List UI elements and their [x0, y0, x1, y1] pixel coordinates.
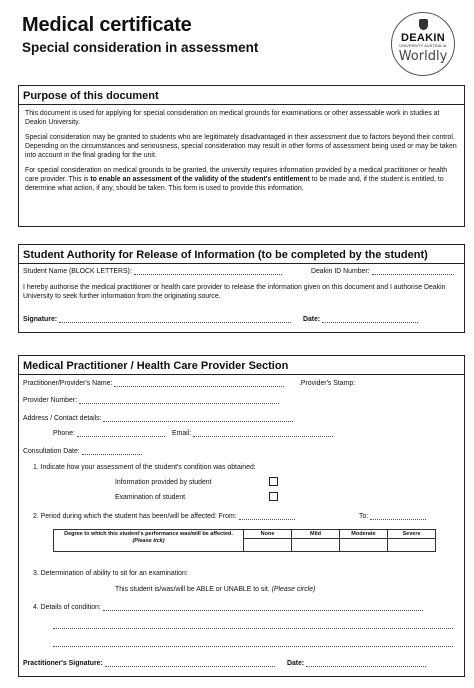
- practitioner-date-field[interactable]: Date:: [287, 660, 426, 667]
- ability-statement[interactable]: This student is/was/will be ABLE or UNABLE to sit. (Please circle): [115, 586, 316, 593]
- severity-cell-mild[interactable]: [292, 539, 340, 552]
- address-field[interactable]: Address / Contact details:: [23, 415, 293, 422]
- purpose-paragraph-3: For special consideration on medical grounds to be granted, the university requires information provided by a medical practitioner or health care provider. This is to enable an assessment of the validity of the student's entitlement to be made and, if the student is entitled, to determine what action, if any, should be taken. This form is used to provide this information.: [25, 167, 448, 192]
- authority-heading: Student Authority for Release of Information (to be completed by the student): [19, 249, 464, 264]
- practitioner-name-field[interactable]: Practitioner/Provider's Name:: [23, 380, 284, 387]
- severity-header-moderate: Moderate: [340, 530, 388, 539]
- student-date-field[interactable]: Date:: [303, 316, 418, 323]
- period-to-field[interactable]: To:: [359, 513, 426, 520]
- question-2[interactable]: 2. Period during which the student has been/will be affected: From:: [33, 513, 295, 520]
- severity-header-mild: Mild: [292, 530, 340, 539]
- severity-table: [53, 529, 436, 552]
- student-signature-field[interactable]: Signature:: [23, 316, 291, 323]
- option-examination-label: Examination of student: [115, 494, 186, 501]
- logo-university: UNIVERSITY AUSTRALIA: [399, 44, 447, 48]
- details-line-2[interactable]: [53, 622, 453, 629]
- severity-cell-moderate[interactable]: [340, 539, 388, 552]
- severity-header-none: None: [244, 530, 292, 539]
- severity-label: Degree to which this student's performance was/will be affected. (Please tick): [54, 530, 244, 552]
- page-title: Medical certificate: [22, 14, 192, 36]
- severity-cell-none[interactable]: [244, 539, 292, 552]
- phone-field[interactable]: Phone:: [53, 430, 165, 437]
- purpose-heading: Purpose of this document: [19, 90, 464, 105]
- question-1: 1. Indicate how your assessment of the student's condition was obtained:: [33, 464, 256, 471]
- question-3: 3. Determination of ability to sit for an examination:: [33, 570, 188, 577]
- logo-name: DEAKIN: [401, 32, 445, 44]
- question-4[interactable]: 4. Details of condition:: [33, 604, 423, 611]
- severity-cell-severe[interactable]: [388, 539, 436, 552]
- deakin-logo: [391, 12, 455, 76]
- practitioner-signature-field[interactable]: Practitioner's Signature:: [23, 660, 275, 667]
- info-provided-checkbox[interactable]: [269, 477, 278, 486]
- provider-number-field[interactable]: Provider Number:: [23, 397, 279, 404]
- page-subtitle: Special consideration in assessment: [22, 40, 259, 55]
- purpose-section: [18, 85, 465, 227]
- practitioner-heading: Medical Practitioner / Health Care Provider Section: [19, 360, 464, 375]
- authority-statement: I hereby authorise the medical practitioner or health care provider to release the information given on this document and I authorise Deakin University to seek further information from the originating source.: [23, 284, 446, 300]
- purpose-paragraph-2: Special consideration may be granted to students who are legitimately disadvantaged in their assessment due to factors beyond their control. Depending on the circumstances and seriousness, special consideration may result in other forms of assessment being used or may be taken into account in the final grading for the unit.: [25, 134, 457, 159]
- provider-stamp-label: .Provider's Stamp:: [299, 380, 356, 387]
- student-name-field[interactable]: Student Name (BLOCK LETTERS):: [23, 268, 282, 275]
- crest-icon: [419, 19, 428, 30]
- consultation-date-field[interactable]: Consultation Date:: [23, 448, 142, 455]
- purpose-paragraph-1: This document is used for applying for special consideration on medical grounds for examinations or other assessable work in studies at Deakin University.: [25, 110, 440, 126]
- practitioner-section: [18, 355, 465, 677]
- severity-header-severe: Severe: [388, 530, 436, 539]
- details-line-3[interactable]: [53, 640, 453, 647]
- deakin-id-field[interactable]: Deakin ID Number:: [311, 268, 454, 275]
- email-field[interactable]: Email:: [172, 430, 333, 437]
- student-authority-section: [18, 244, 465, 333]
- option-info-provided-label: Information provided by student: [115, 479, 212, 486]
- logo-tagline: Worldly: [398, 49, 448, 64]
- examination-checkbox[interactable]: [269, 492, 278, 501]
